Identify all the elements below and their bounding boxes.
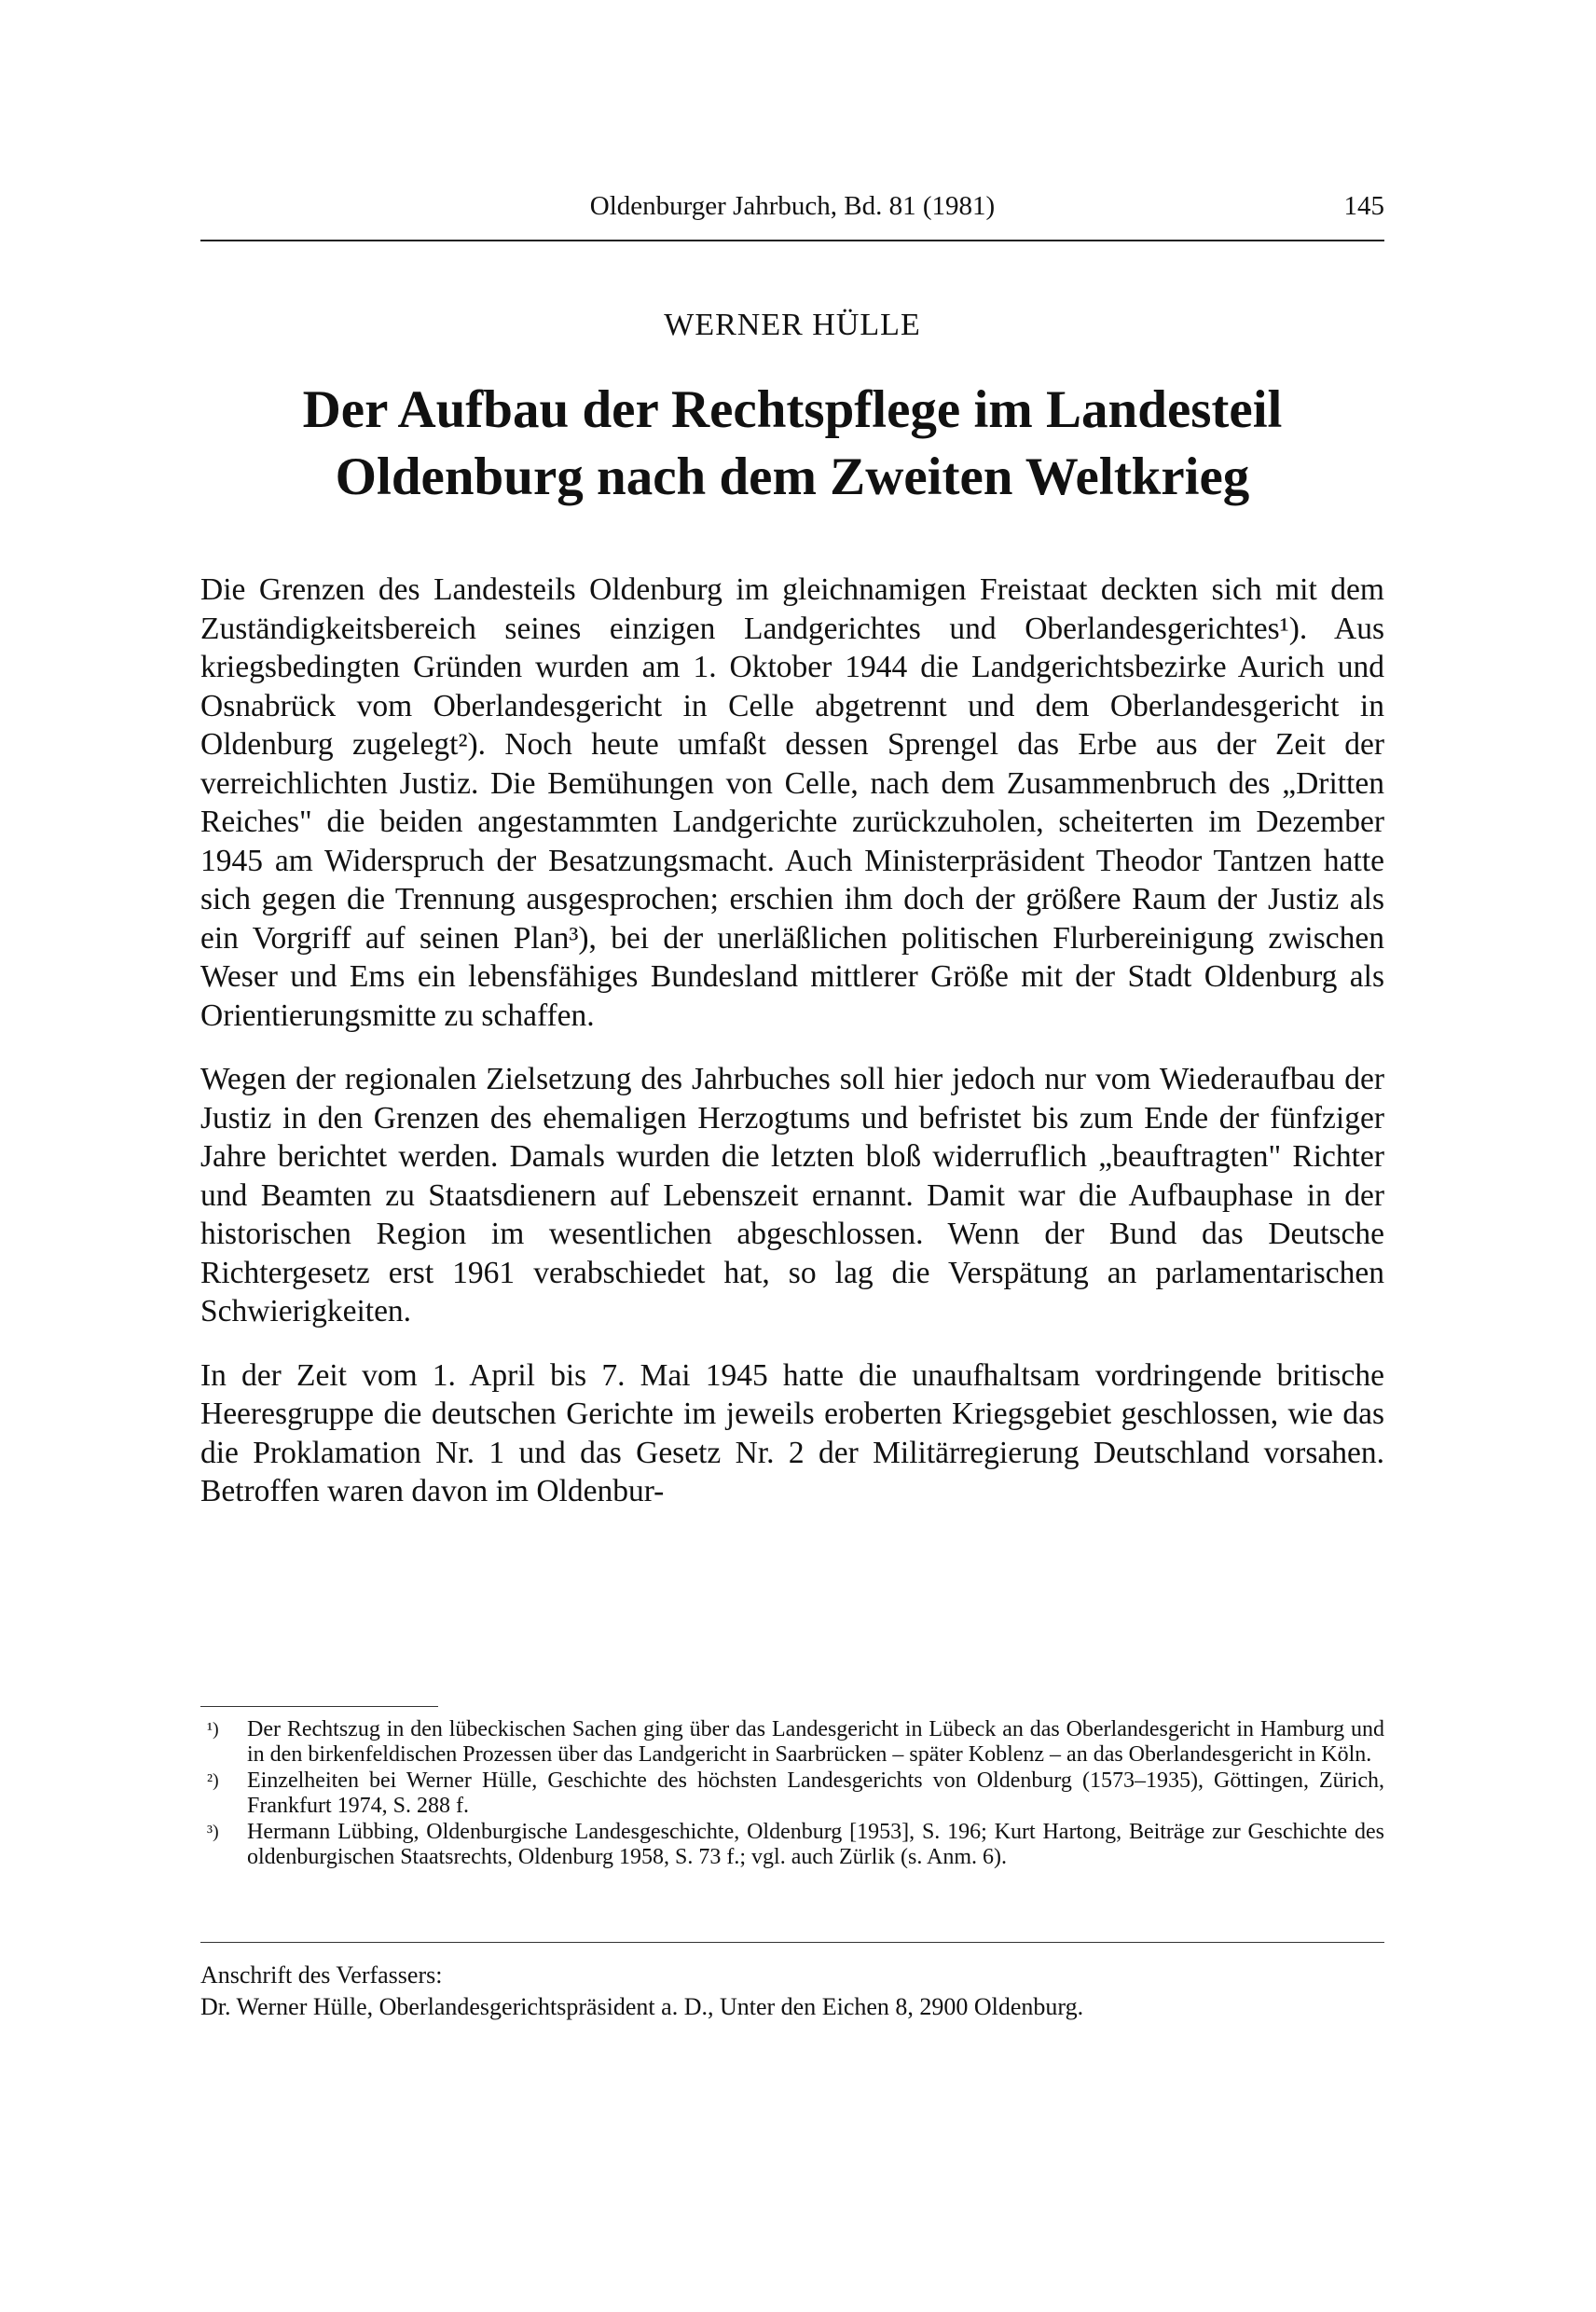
address-label: Anschrift des Verfassers: bbox=[200, 1961, 443, 1989]
header-rule bbox=[200, 240, 1384, 241]
footnote-1 bbox=[200, 1717, 1384, 1768]
footnote-mark: ²) bbox=[207, 1770, 219, 1791]
page-number: 145 bbox=[1343, 191, 1384, 221]
article-title bbox=[200, 377, 1384, 511]
author-address bbox=[200, 1960, 1384, 2023]
footnote-text: Einzelheiten bei Werner Hülle, Geschichte des höchsten Landesgerichts von Oldenburg (1573–1935), Göttingen, Zürich, Frankfurt 1974, S. 288 f. bbox=[247, 1768, 1384, 1818]
footnote-text: Hermann Lübbing, Oldenburgische Landesgeschichte, Oldenburg [1953], S. 196; Kurt Hartong, Beiträge zur Geschichte des oldenburgischen Staatsrechts, Oldenburg 1958, S. 73 f.; vgl. auch Zürlik (s. Anm. 6). bbox=[247, 1820, 1384, 1869]
title-line-1: Der Aufbau der Rechtspflege im Landesteil bbox=[302, 380, 1283, 439]
body-paragraph-2: Wegen der regionalen Zielsetzung des Jahrbuches soll hier jedoch nur vom Wiederaufbau der Justiz in den Grenzen des ehemaligen Herzogtums und befristet bis zum Ende der fünfziger Jahre berichtet werden. Damals wurden die letzten bloß widerruflich „beauftragten" Richter und Beamten zu Staatsdienern auf Lebenszeit ernannt. Damit war die Aufbauphase in der historischen Region im wesentlichen abgeschlossen. Wenn der Bund das Deutsche Richtergesetz erst 1961 verabschiedet hat, so lag die Verspätung an parlamentarischen Schwierigkeiten. bbox=[200, 1062, 1384, 1328]
footnote-mark: ³) bbox=[207, 1822, 219, 1842]
footnote-text: Der Rechtszug in den lübeckischen Sachen ging über das Landesgericht in Lübeck an das Oberlandesgericht in Hamburg und in den birkenfeldischen Prozessen über das Landgericht in Saarbrücken – später Koblenz – an das Oberlandesgericht in Köln. bbox=[247, 1717, 1384, 1767]
footnote-2 bbox=[200, 1768, 1384, 1819]
body-paragraph-3: In der Zeit vom 1. April bis 7. Mai 1945 hatte die unaufhaltsam vordringende britische Heeresgruppe die deutschen Gerichte im jeweils eroberten Kriegsgebiet geschlossen, wie das die Proklamation Nr. 1 und das Gesetz Nr. 2 der Militärregierung Deutschland vorsahen. Betroffen waren davon im Oldenbur- bbox=[200, 1357, 1384, 1508]
title-line-2: Oldenburg nach dem Zweiten Weltkrieg bbox=[335, 447, 1250, 506]
address-text: Dr. Werner Hülle, Oberlandesgerichtspräsident a. D., Unter den Eichen 8, 2900 Oldenburg. bbox=[200, 1993, 1084, 2020]
footnote-3 bbox=[200, 1820, 1384, 1870]
article-author: WERNER HÜLLE bbox=[664, 308, 921, 342]
footnote-mark: ¹) bbox=[207, 1719, 219, 1740]
footnote-separator bbox=[200, 1706, 438, 1707]
address-separator bbox=[200, 1942, 1384, 1943]
footnotes bbox=[200, 1717, 1384, 1871]
running-header bbox=[200, 187, 1384, 225]
article-body bbox=[200, 571, 1384, 1511]
body-paragraph-1: Die Grenzen des Landesteils Oldenburg im gleichnamigen Freistaat deckten sich mit dem Zuständigkeitsbereich seines einzigen Landgerichtes und Oberlandesgerichtes¹). Aus kriegsbedingten Gründen wurden am 1. Oktober 1944 die Landgerichtsbezirke Aurich und Osnabrück vom Oberlandesgericht in Celle abgetrennt und dem Oberlandesgericht in Oldenburg zugelegt²). Noch heute umfaßt dessen Sprengel das Erbe aus der Zeit der verreichlichten Justiz. Die Bemühungen von Celle, nach dem Zusammenbruch des „Dritten Reiches" die beiden angestammten Landgerichte zurückzuholen, scheiterten im Dezember 1945 am Widerspruch der Besatzungsmacht. Auch Ministerpräsident Theodor Tantzen hatte sich gegen die Trennung ausgesprochen; erschien ihm doch der größere Raum der Justiz als ein Vorgriff auf seinen Plan³), bei der unerläßlichen politischen Flurbereinigung zwischen Weser und Ems ein lebensfähiges Bundesland mittlerer Größe mit der Stadt Oldenburg als Orientierungsmitte zu schaffen. bbox=[200, 572, 1384, 1033]
journal-citation: Oldenburger Jahrbuch, Bd. 81 (1981) bbox=[589, 191, 996, 221]
